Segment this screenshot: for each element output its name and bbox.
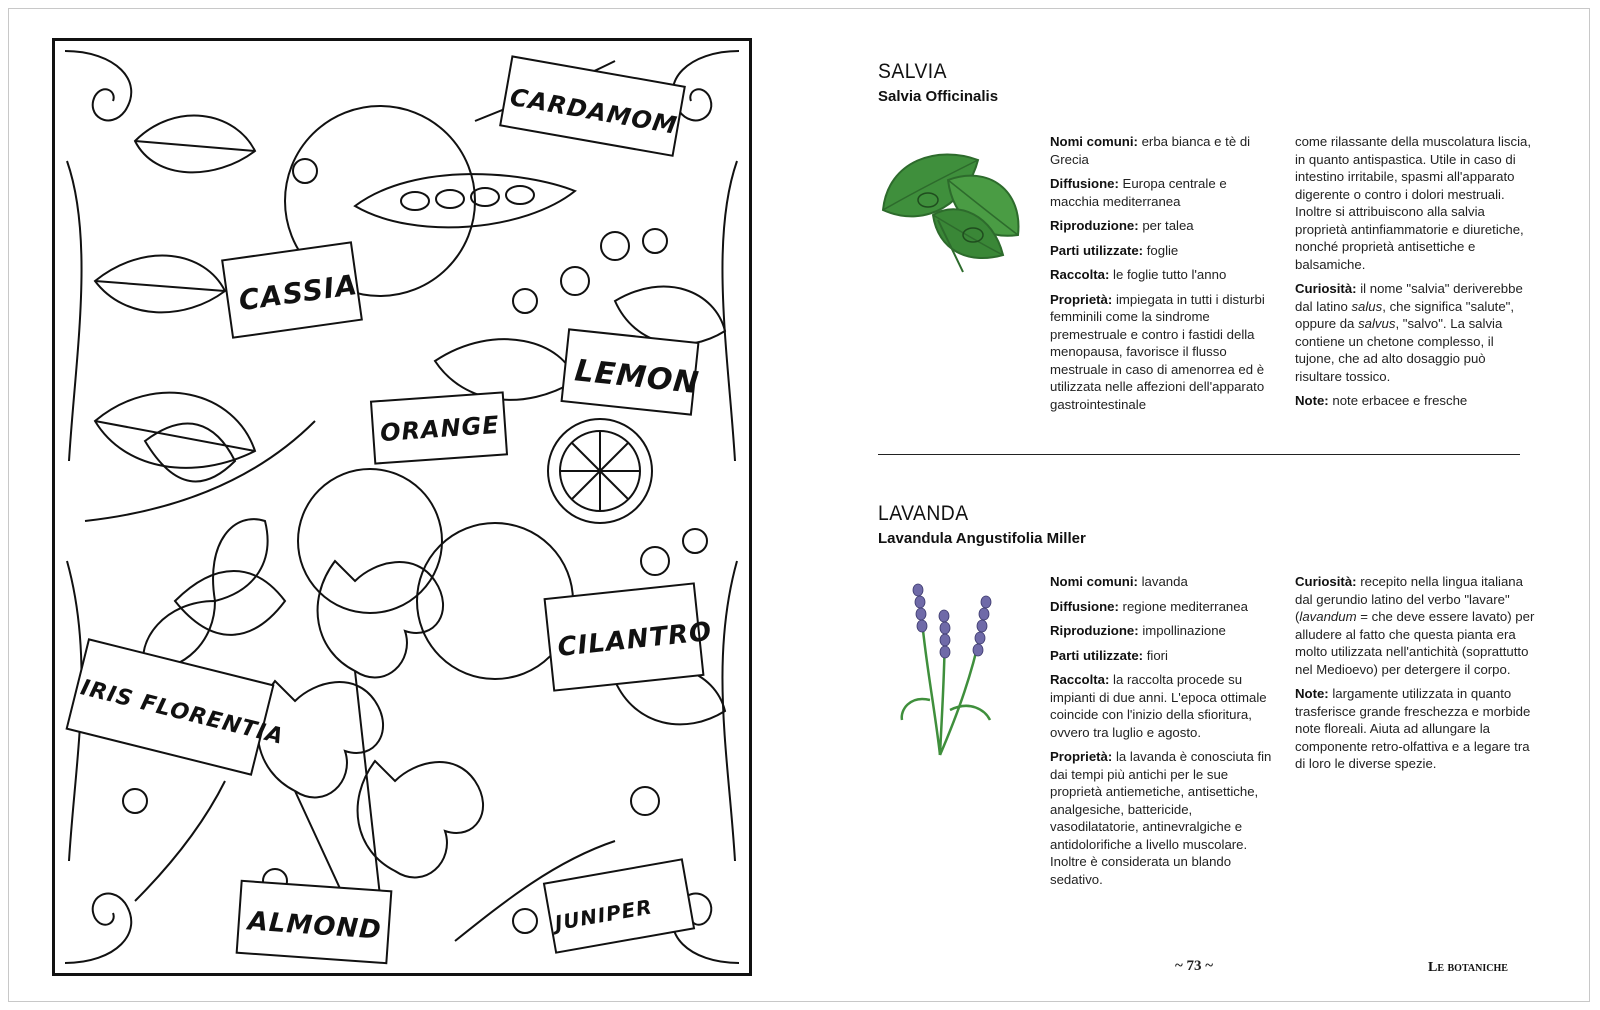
lavender-sprigs-illustration: [890, 580, 1020, 760]
salvia-proprieta: Proprietà: impiegata in tutti i disturbi femminili come la sindrome premestruale e contro i fastidi della menopausa, favorisce il flusso mestruale in caso di amenorrea ed è utilizzata nelle affezioni dell'apparato gastrointestinale: [1050, 291, 1265, 412]
section-divider: [878, 454, 1520, 455]
salvia-details-left-column: [1050, 133, 1278, 420]
lavanda-note: Note: largamente utilizzata in quanto trasferisce grande freschezza e morbide note floreali. Aiuta ad allungare la componente retro-olfattiva e a legare tra di loro le diverse spezie.: [1295, 686, 1531, 771]
salvia-raccolta: Raccolta: le foglie tutto l'anno: [1050, 267, 1227, 282]
salvia-nomi-comuni: Nomi comuni: erba bianca e tè di Grecia: [1050, 134, 1251, 167]
svg-text:ORANGE: ORANGE: [379, 410, 501, 448]
sage-leaves-icon: [878, 140, 1028, 275]
lavanda-details-left-column: [1050, 573, 1278, 895]
lavanda-parti-utilizzate: Parti utilizzate: fiori: [1050, 647, 1168, 663]
tag-orange: [371, 392, 507, 463]
lavanda-riproduzione: Riproduzione: impollinazione: [1050, 623, 1226, 638]
salvia-details-right-column: [1295, 133, 1535, 417]
tag-lemon: [562, 329, 701, 414]
lavanda-curiosita: Curiosità: recepito nella lingua italiana dal gerundio latino del verbo "lavare" (lavandum = che deve essere lavato) per alludere al fatto che questa pianta era molto utilizzata nell'antichità (soprattutto nel Medioevo) per detergere il corpo.: [1295, 574, 1535, 677]
lavender-sprigs-icon: [890, 580, 1020, 760]
svg-text:ALMOND: ALMOND: [246, 906, 383, 946]
botanical-coloring-illustration: [52, 38, 752, 976]
tag-almond: [237, 881, 392, 963]
tag-juniper: [544, 859, 694, 952]
salvia-curiosita: Curiosità: il nome "salvia" deriverebbe dal latino salus, che significa "salute", oppure da salvus, "salvo". La salvia contiene un chetone complesso, il tujone, che ad alto dosaggio può risultare tossico.: [1295, 281, 1523, 384]
tag-cilantro: [545, 583, 714, 690]
page-number: ~ 73 ~: [1175, 958, 1214, 974]
lavanda-proprieta: Proprietà: la lavanda è conosciuta fin dai tempi più antichi per le sue proprietà antiemetiche, antisettiche, analgesiche, battericide, vasodilatatorie, antinevralgiche e antidolorifiche a livello muscolare. Inoltre è considerata un blando sedativo.: [1050, 749, 1272, 887]
svg-text:JUNIPER: JUNIPER: [552, 894, 655, 936]
illustration-line-art: [55, 41, 749, 973]
salvia-proprieta-continued: come rilassante della muscolatura liscia, in quanto antispastica. Utile in caso di intestino irritabile, spasmi all'apparato digerente o contro i dolori mestruali. Inoltre si attribuiscono alla salvia proprietà antinfiammatorie e diuretiche, nonché proprietà antisettiche e balsamiche.: [1295, 134, 1532, 272]
salvia-diffusione: Diffusione: Europa centrale e macchia mediterranea: [1050, 176, 1227, 209]
lavanda-raccolta: Raccolta: la raccolta procede su impianti di due anni. L'epoca ottimale coincide con l'inizio della sfioritura, ovvero tra luglio e agosto.: [1050, 672, 1267, 740]
lavanda-details-right-column: [1295, 573, 1535, 780]
lavanda-diffusione: Diffusione: regione mediterranea: [1050, 598, 1248, 614]
svg-text:CARDAMOM: CARDAMOM: [507, 82, 680, 140]
lavanda-nomi-comuni: Nomi comuni: lavanda: [1050, 574, 1188, 589]
tag-cardamom: [500, 56, 684, 155]
svg-text:CASSIA: CASSIA: [236, 267, 360, 318]
salvia-parti-utilizzate: Parti utilizzate: foglie: [1050, 242, 1179, 258]
entry-title-salvia: SALVIA: [878, 60, 947, 83]
tag-iris-florentia: [67, 639, 287, 774]
scientific-name-lavanda: Lavandula Angustifolia Miller: [878, 530, 1086, 547]
entry-title-lavanda: LAVANDA: [878, 502, 969, 525]
svg-text:LEMON: LEMON: [573, 353, 702, 402]
svg-text:IRIS FLORENTIA: IRIS FLORENTIA: [78, 675, 287, 750]
svg-text:CILANTRO: CILANTRO: [556, 616, 714, 663]
sage-leaves-illustration: [878, 140, 1028, 275]
salvia-note: Note: note erbacee e fresche: [1295, 393, 1468, 408]
salvia-riproduzione: Riproduzione: per talea: [1050, 218, 1194, 233]
scientific-name-salvia: Salvia Officinalis: [878, 88, 999, 105]
tag-cassia: [222, 242, 362, 337]
running-head: Le botaniche: [1428, 960, 1508, 975]
